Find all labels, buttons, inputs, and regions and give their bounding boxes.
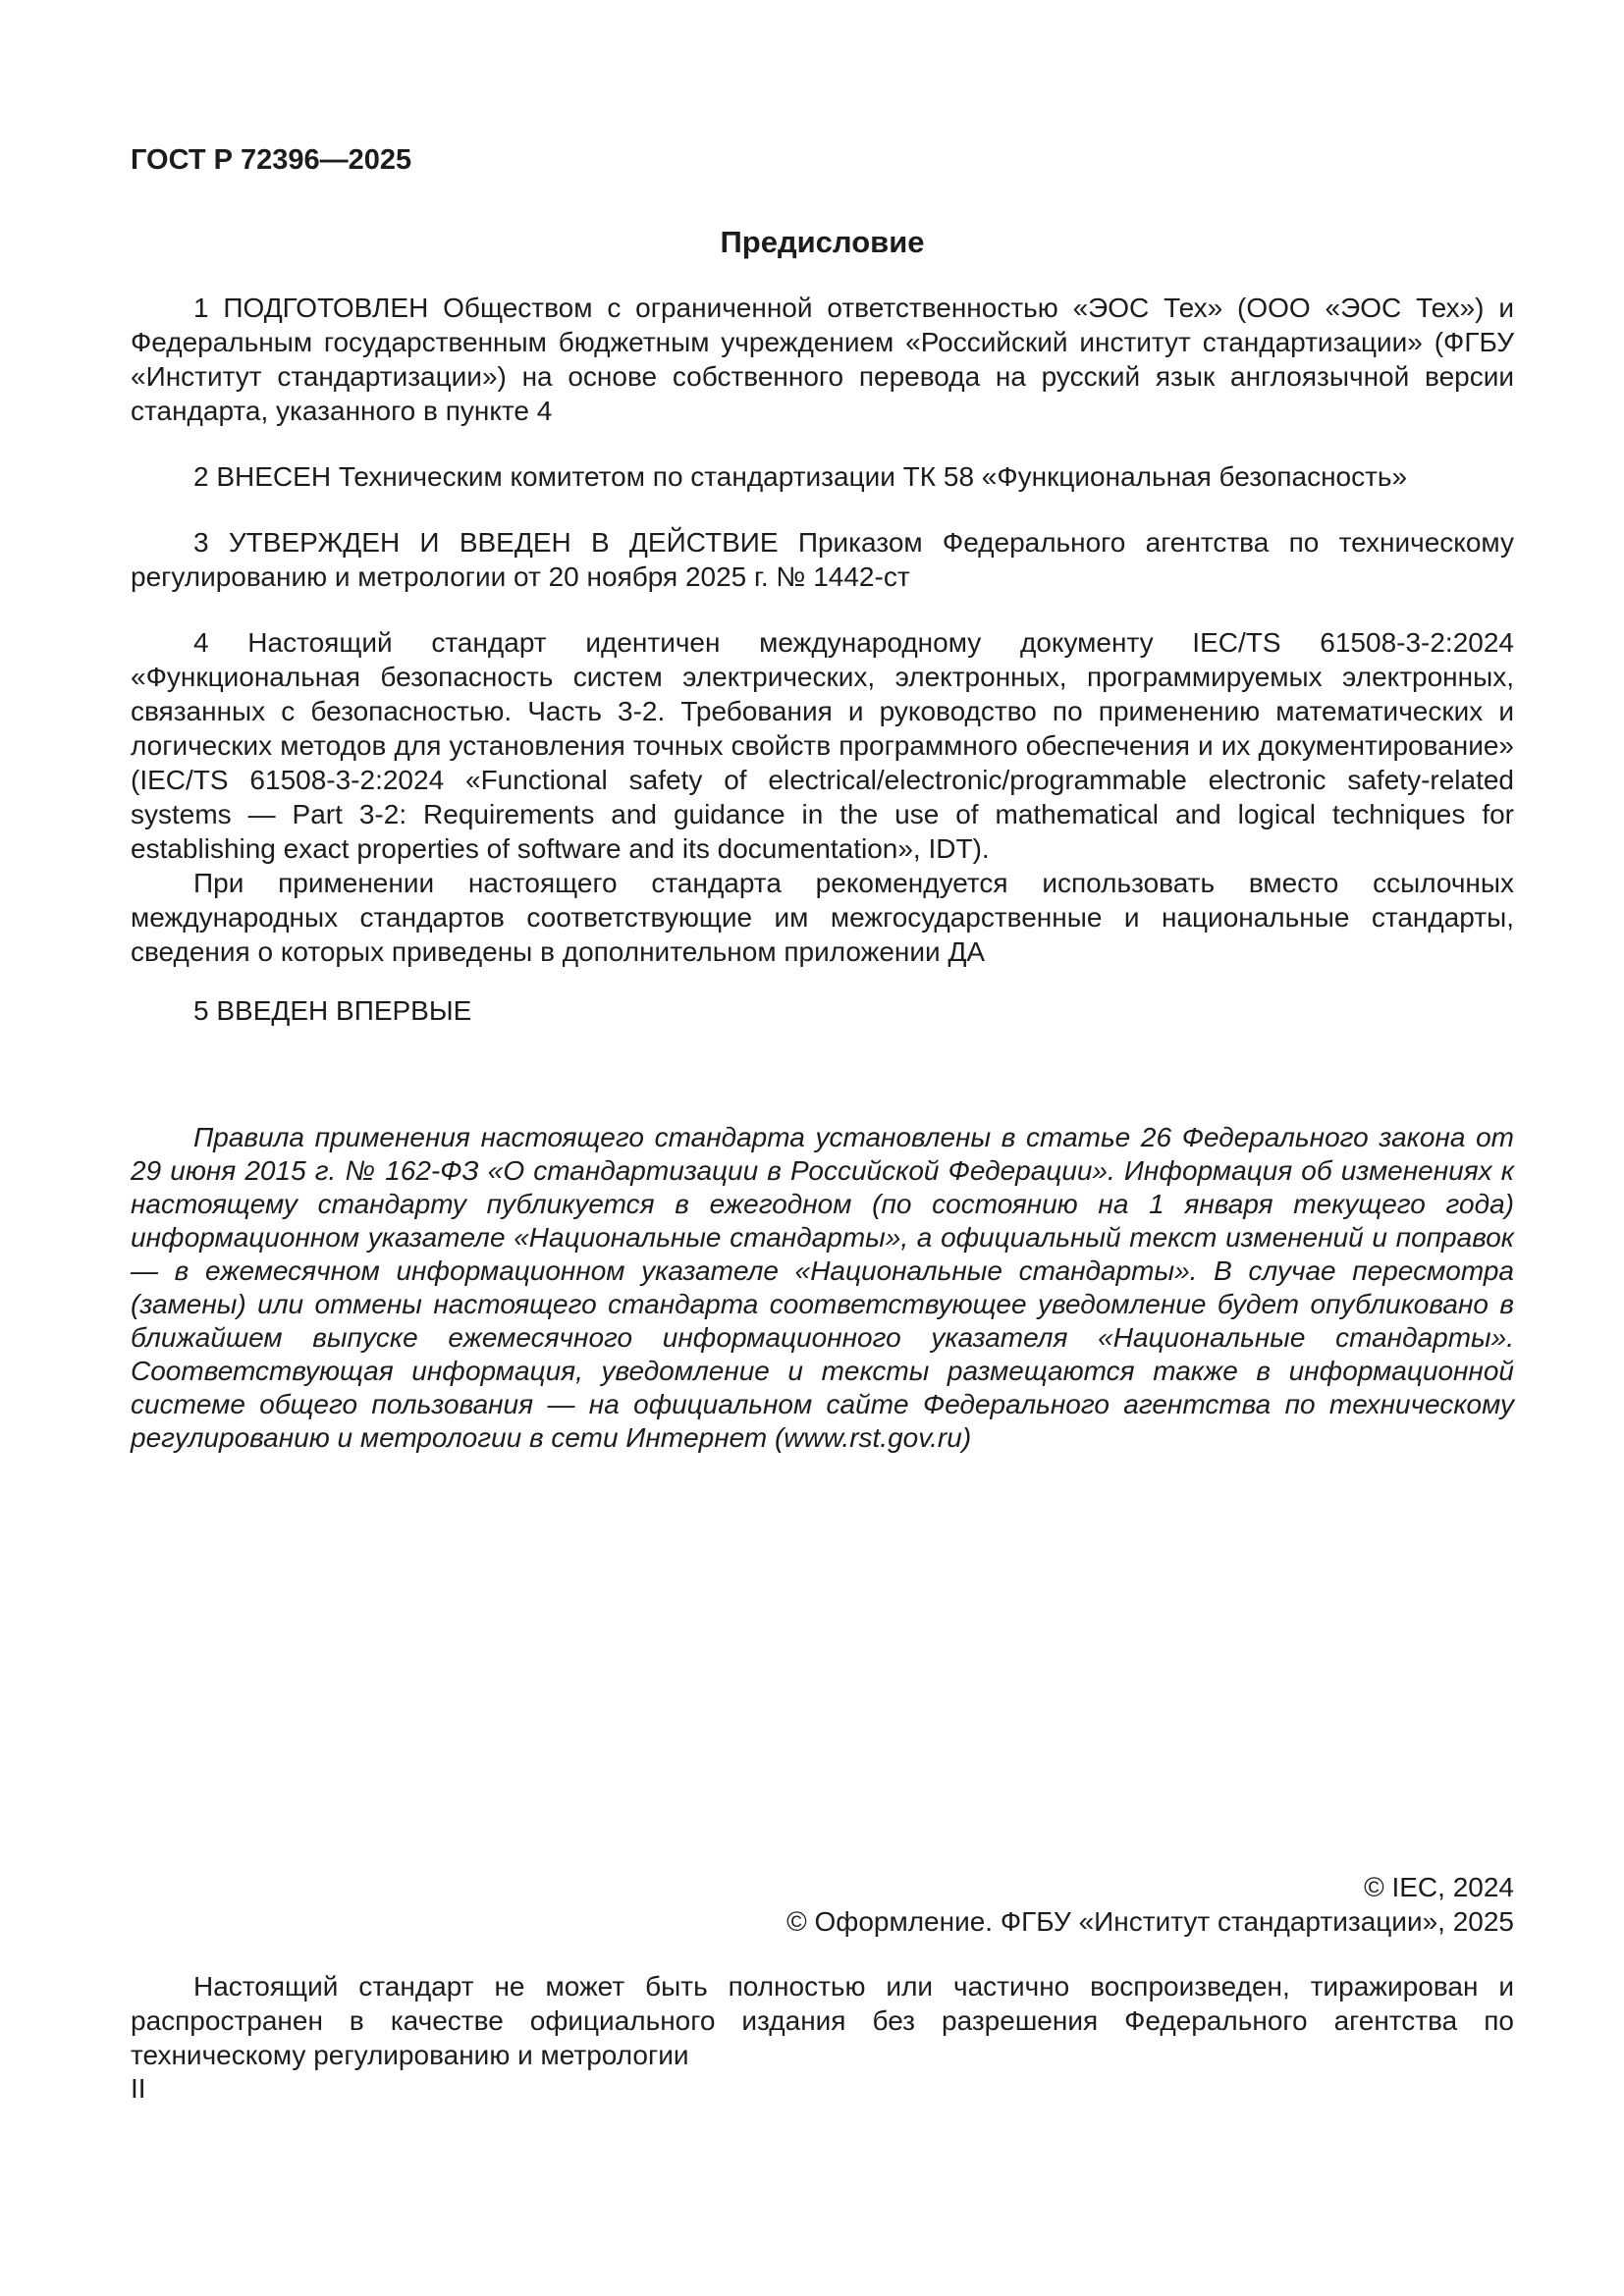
standard-code: ГОСТ Р 72396—2025 — [131, 144, 412, 176]
reproduction-notice: Настоящий стандарт не может быть полностью или частично воспроизведен, тиражирован и распространен в качестве официального издания без разрешения Федерального агентства по техническому регулированию и метрологии — [131, 1971, 1514, 2070]
foreword-title: Предисловие — [720, 225, 925, 259]
foreword-item-2: 2 ВНЕСЕН Техническим комитетом по стандартизации ТК 58 «Функциональная безопасность» — [193, 461, 1408, 492]
copyright-institute: © Оформление. ФГБУ «Институт стандартизации», 2025 — [786, 1906, 1514, 1937]
foreword-item-1: 1 ПОДГОТОВЛЕН Обществом с ограниченной ответственностью «ЭОС Тех» (ООО «ЭОС Тех») и Федеральным государственным бюджетным учреждением «Российский институт стандартизации» (ФГБУ «Институт стандартизации») на основе собственного перевода на русский язык англоязычной версии стандарта, указанного в пункте 4 — [131, 293, 1514, 426]
foreword-item-3: 3 УТВЕРЖДЕН И ВВЕДЕН В ДЕЙСТВИЕ Приказом Федерального агентства по техническому регулированию и метрологии от 20 ноября 2025 г. № 1442-ст — [131, 527, 1514, 592]
copyright-block — [131, 1870, 1514, 1939]
foreword-item-4: 4 Настоящий стандарт идентичен международному документу IEC/TS 61508-3-2:2024 «Функциональная безопасность систем электрических, электронных, программируемых электронных, связанных с безопасностью. Часть 3-2. Требования и руководство по применению математических и логических методов для установления точных свойств программного обеспечения и их документирование» (IEC/TS 61508-3-2:2024 «Functional safety of electrical/electronic/programmable electronic safety-related systems — Part 3-2: Requirements and guidance in the use of mathematical and logical techniques for establishing exact properties of software and its documentation», IDT). — [131, 627, 1514, 864]
page-number: II — [131, 2073, 146, 2104]
copyright-iec: © IEC, 2024 — [1364, 1872, 1514, 1902]
foreword-item-4-note: При применении настоящего стандарта рекомендуется использовать вместо ссылочных международных стандартов соответствующие им межгосударственные и национальные стандарты, сведения о которых приведены в дополнительном приложении ДА — [131, 868, 1514, 967]
legal-notice: Правила применения настоящего стандарта установлены в статье 26 Федерального закона от 29 июня 2015 г. № 162-ФЗ «О стандартизации в Российской Федерации». Информация об изменениях к настоящему стандарту публикуется в ежегодном (по состоянию на 1 января текущего года) информационном указателе «Национальные стандарты», а официальный текст изменений и поправок — в ежемесячном информационном указателе «Национальные стандарты». В случае пересмотра (замены) или отмены настоящего стандарта соответствующее уведомление будет опубликовано в ближайшем выпуске ежемесячного информационного указателя «Национальные стандарты». Соответствующая информация, уведомление и тексты размещаются также в информационной системе общего пользования — на официальном сайте Федерального агентства по техническому регулированию и метрологии в сети Интернет (www.rst.gov.ru) — [131, 1122, 1514, 1453]
foreword-item-5: 5 ВВЕДЕН ВПЕРВЫЕ — [193, 995, 472, 1026]
